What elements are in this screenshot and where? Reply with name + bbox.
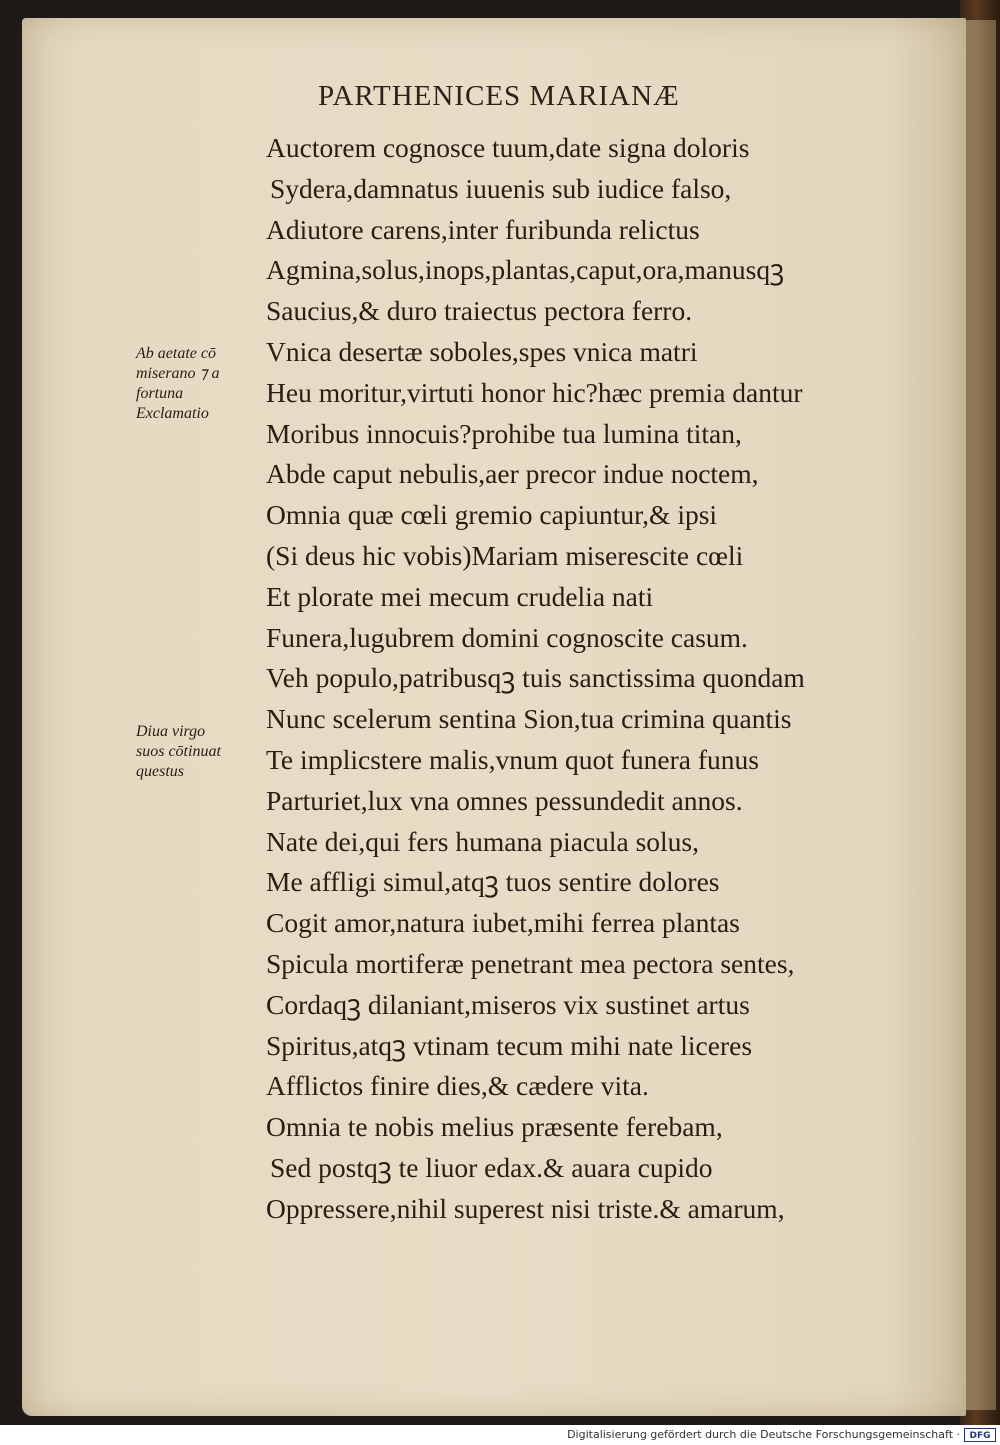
marginal-note-line: Ab aetate cō <box>136 345 216 362</box>
verse-line: Me affligi simul,atqꝫ tuos sentire dolores <box>266 866 720 898</box>
verse-line: Adiutore carens,inter furibunda relictus <box>266 213 700 245</box>
verse-line: Vnica desertæ soboles,spes vnica matri <box>266 335 698 367</box>
verse-line: Te implicstere malis,vnum quot funera funus <box>266 743 759 775</box>
verse-line: Veh populo,patribusqꝫ tuis sanctissima quondam <box>266 662 805 694</box>
verse-line: Afflictos finire dies,& cædere vita. <box>266 1070 649 1102</box>
marginal-note-line: fortuna <box>136 385 184 402</box>
marginal-note-exclamatio <box>136 344 220 424</box>
verse-line: Oppressere,nihil superest nisi triste.& amarum, <box>266 1192 785 1224</box>
marginal-note-line: questus <box>136 763 184 780</box>
dfg-logo-icon: DFG <box>964 1428 996 1442</box>
verse-line: Cordaqꝫ dilaniant,miseros vix sustinet artus <box>266 988 750 1020</box>
verse-text <box>266 128 805 1230</box>
verse-line: Auctorem cognosce tuum,date signa doloris <box>266 132 750 163</box>
verse-line: (Si deus hic vobis)Mariam miserescite cœli <box>266 539 744 571</box>
verse-line: Cogit amor,natura iubet,mihi ferrea plantas <box>266 907 740 939</box>
verse-line: Omnia te nobis melius præsente ferebam, <box>266 1111 723 1143</box>
verse-line: Spicula mortiferæ penetrant mea pectora sentes, <box>266 947 795 979</box>
verse-line: Agmina,solus,inops,plantas,caput,ora,manusqꝫ <box>266 254 785 286</box>
facing-page-strip <box>966 20 996 1410</box>
marginal-note-line: suos cōtinuat <box>136 743 221 760</box>
verse-line: Nunc scelerum sentina Sion,tua crimina quantis <box>266 703 792 735</box>
running-head: PARTHENICES MARIANÆ <box>318 80 680 112</box>
verse-line: Parturiet,lux vna omnes pessundedit annos. <box>266 784 743 816</box>
verse-line: Sydera,damnatus iuuenis sub iudice falso, <box>270 172 732 204</box>
marginal-note-line: miserano ⁊ a <box>136 365 220 382</box>
marginal-note-line: Exclamatio <box>136 405 209 422</box>
footer-bar <box>0 1425 1000 1445</box>
marginal-note-line: Diua virgo <box>136 723 206 740</box>
verse-line: Funera,lugubrem domini cognoscite casum. <box>266 621 748 653</box>
marginal-note-diua-virgo <box>136 722 221 782</box>
footer-credit: Digitalisierung gefördert durch die Deutsche Forschungsgemeinschaft · <box>567 1428 960 1441</box>
verse-line: Et plorate mei mecum crudelia nati <box>266 580 654 612</box>
verse-line: Sed postqꝫ te liuor edax.& auara cupido <box>270 1151 713 1183</box>
verse-line: Moribus innocuis?prohibe tua lumina titan, <box>266 417 742 449</box>
verse-line: Nate dei,qui fers humana piacula solus, <box>266 825 699 857</box>
verse-line: Spiritus,atqꝫ vtinam tecum mihi nate liceres <box>266 1029 753 1061</box>
verse-line: Omnia quæ cœli gremio capiuntur,& ipsi <box>266 499 718 531</box>
book-page <box>22 18 966 1416</box>
verse-line: Heu moritur,virtuti honor hic?hæc premia dantur <box>266 376 803 408</box>
verse-line: Saucius,& duro traiectus pectora ferro. <box>266 295 693 327</box>
verse-line: Abde caput nebulis,aer precor indue noctem, <box>266 458 759 490</box>
